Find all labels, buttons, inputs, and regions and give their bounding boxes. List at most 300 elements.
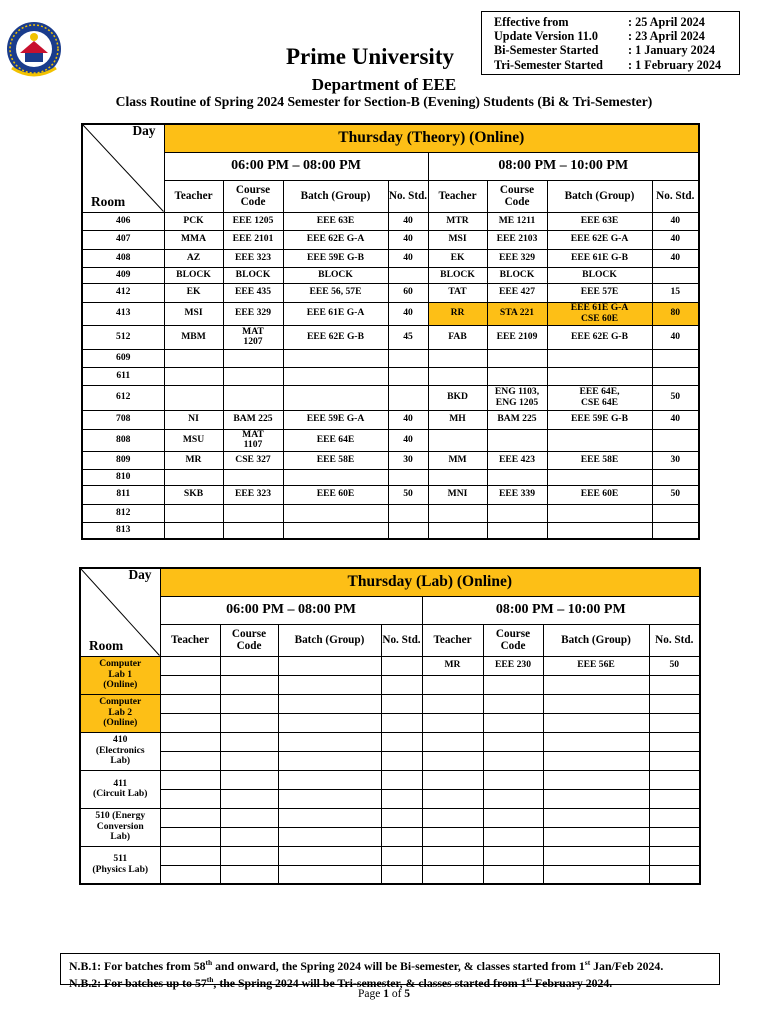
student-count-cell: 40 — [388, 212, 428, 230]
batch-cell — [278, 865, 381, 884]
room-cell: 812 — [82, 504, 164, 522]
room-cell: 808 — [82, 429, 164, 451]
col-batch-group: Batch (Group) — [547, 180, 652, 212]
batch-cell: EEE 59E G-B — [547, 410, 652, 429]
table-row — [80, 751, 700, 770]
teacher-cell: MBM — [164, 325, 223, 349]
teacher-cell: MSI — [428, 230, 487, 249]
course-code-cell — [220, 751, 278, 770]
table-row — [82, 349, 699, 367]
batch-cell: EEE 56E — [543, 656, 649, 675]
col-no-std: No. Std. — [381, 624, 422, 656]
student-count-cell — [388, 267, 428, 283]
batch-cell: BLOCK — [547, 267, 652, 283]
batch-cell — [543, 694, 649, 713]
batch-cell — [547, 367, 652, 385]
course-code-cell — [483, 808, 543, 827]
teacher-cell — [160, 846, 220, 865]
course-code-cell — [487, 469, 547, 485]
teacher-cell — [428, 469, 487, 485]
course-code-cell: EEE 323 — [223, 249, 283, 267]
table-row — [82, 212, 699, 230]
room-cell: 412 — [82, 283, 164, 302]
batch-cell — [278, 827, 381, 846]
course-code-cell — [220, 675, 278, 694]
batch-cell — [283, 469, 388, 485]
course-code-cell — [220, 713, 278, 732]
batch-cell — [543, 808, 649, 827]
batch-cell: EEE 62E G-B — [547, 325, 652, 349]
student-count-cell — [652, 367, 699, 385]
table-row — [82, 325, 699, 349]
lab-room-cell: Computer Lab 1 (Online) — [80, 656, 160, 694]
batch-cell: EEE 62E G-A — [283, 230, 388, 249]
course-code-cell: EEE 2101 — [223, 230, 283, 249]
teacher-cell: MM — [428, 451, 487, 469]
course-code-cell — [220, 808, 278, 827]
course-code-cell: MAT 1107 — [223, 429, 283, 451]
student-count-cell: 40 — [652, 325, 699, 349]
student-count-cell — [388, 349, 428, 367]
batch-cell: EEE 60E — [283, 485, 388, 504]
room-cell: 809 — [82, 451, 164, 469]
student-count-cell — [649, 789, 700, 808]
student-count-cell — [388, 385, 428, 410]
col-no-std: No. Std. — [652, 180, 699, 212]
table-row — [80, 675, 700, 694]
col-course-code: Course Code — [487, 180, 547, 212]
student-count-cell — [649, 713, 700, 732]
batch-cell: EEE 59E G-A — [283, 410, 388, 429]
course-code-cell — [483, 675, 543, 694]
batch-cell — [278, 675, 381, 694]
info-row: Update Version 11.0 : 23 April 2024 — [494, 29, 705, 44]
teacher-cell — [422, 675, 483, 694]
course-code-cell — [220, 827, 278, 846]
student-count-cell — [649, 827, 700, 846]
course-code-cell: EEE 427 — [487, 283, 547, 302]
student-count-cell — [381, 865, 422, 884]
batch-cell — [278, 732, 381, 751]
lab-title: Thursday (Lab) (Online) — [160, 568, 700, 596]
course-code-cell — [483, 713, 543, 732]
table-row — [82, 469, 699, 485]
table-row — [82, 485, 699, 504]
course-code-cell — [223, 349, 283, 367]
course-code-cell — [220, 865, 278, 884]
course-code-cell — [223, 367, 283, 385]
col-course-code: Course Code — [220, 624, 278, 656]
course-code-cell: MAT 1207 — [223, 325, 283, 349]
teacher-cell — [164, 522, 223, 539]
student-count-cell: 45 — [388, 325, 428, 349]
table-row — [80, 732, 700, 751]
batch-cell — [278, 846, 381, 865]
batch-cell: EEE 57E — [547, 283, 652, 302]
teacher-cell — [160, 827, 220, 846]
batch-cell: EEE 61E G-B — [547, 249, 652, 267]
lab-room-cell: 410 (Electronics Lab) — [80, 732, 160, 770]
batch-cell — [543, 713, 649, 732]
course-code-cell: EEE 230 — [483, 656, 543, 675]
student-count-cell: 40 — [652, 249, 699, 267]
student-count-cell: 40 — [388, 429, 428, 451]
teacher-cell — [160, 732, 220, 751]
student-count-cell: 40 — [652, 212, 699, 230]
course-code-cell — [483, 827, 543, 846]
course-code-cell: ENG 1103, ENG 1205 — [487, 385, 547, 410]
teacher-cell: SKB — [164, 485, 223, 504]
room-cell: 810 — [82, 469, 164, 485]
student-count-cell — [649, 846, 700, 865]
col-teacher: Teacher — [428, 180, 487, 212]
student-count-cell — [381, 770, 422, 789]
col-batch-group: Batch (Group) — [543, 624, 649, 656]
teacher-cell — [422, 846, 483, 865]
student-count-cell — [381, 713, 422, 732]
student-count-cell — [652, 469, 699, 485]
slot-2-time: 08:00 PM – 10:00 PM — [428, 152, 699, 180]
table-row — [80, 770, 700, 789]
teacher-cell: MH — [428, 410, 487, 429]
batch-cell: EEE 59E G-B — [283, 249, 388, 267]
course-code-cell — [483, 751, 543, 770]
table-row — [80, 656, 700, 675]
student-count-cell — [388, 504, 428, 522]
teacher-cell — [422, 789, 483, 808]
teacher-cell — [422, 770, 483, 789]
col-course-code: Course Code — [223, 180, 283, 212]
course-code-cell: STA 221 — [487, 302, 547, 325]
teacher-cell: FAB — [428, 325, 487, 349]
note-1: N.B.1: For batches from 58th and onward, the Spring 2024 will be Bi-semester, & classes started from 1st Jan/Feb 2024. — [69, 958, 664, 973]
room-cell: 512 — [82, 325, 164, 349]
teacher-cell — [160, 675, 220, 694]
course-code-cell: EEE 2103 — [487, 230, 547, 249]
teacher-cell — [422, 732, 483, 751]
teacher-cell: MTR — [428, 212, 487, 230]
teacher-cell — [422, 808, 483, 827]
course-code-cell: EEE 2109 — [487, 325, 547, 349]
teacher-cell — [428, 522, 487, 539]
student-count-cell — [381, 789, 422, 808]
batch-cell — [278, 789, 381, 808]
course-code-cell — [483, 846, 543, 865]
teacher-cell: MSU — [164, 429, 223, 451]
batch-cell — [283, 504, 388, 522]
col-batch-group: Batch (Group) — [278, 624, 381, 656]
course-code-cell: EEE 329 — [223, 302, 283, 325]
course-code-cell: EEE 339 — [487, 485, 547, 504]
student-count-cell — [652, 504, 699, 522]
batch-cell — [547, 504, 652, 522]
teacher-cell: MMA — [164, 230, 223, 249]
student-count-cell: 30 — [652, 451, 699, 469]
table-row — [82, 367, 699, 385]
teacher-cell — [164, 349, 223, 367]
teacher-cell: MNI — [428, 485, 487, 504]
lab-room-cell: 411 (Circuit Lab) — [80, 770, 160, 808]
teacher-cell — [160, 789, 220, 808]
teacher-cell — [160, 865, 220, 884]
lab-room-cell: 510 (Energy Conversion Lab) — [80, 808, 160, 846]
course-code-cell — [220, 656, 278, 675]
student-count-cell — [652, 429, 699, 451]
table-row — [80, 808, 700, 827]
batch-cell: EEE 63E — [547, 212, 652, 230]
table-row — [82, 267, 699, 283]
day-room-header-cell — [80, 568, 160, 656]
teacher-cell — [160, 751, 220, 770]
batch-cell: EEE 62E G-A — [547, 230, 652, 249]
course-code-cell — [220, 694, 278, 713]
student-count-cell — [649, 732, 700, 751]
batch-cell: EEE 61E G-A CSE 60E — [547, 302, 652, 325]
student-count-cell — [381, 808, 422, 827]
batch-cell — [547, 469, 652, 485]
university-name: Prime University — [286, 44, 454, 69]
room-label: Room — [89, 638, 124, 653]
room-cell: 811 — [82, 485, 164, 504]
course-code-cell — [487, 349, 547, 367]
course-code-cell — [223, 522, 283, 539]
day-room-header-cell — [82, 124, 164, 212]
batch-cell — [547, 429, 652, 451]
teacher-cell — [422, 865, 483, 884]
table-row — [80, 846, 700, 865]
student-count-cell: 40 — [388, 302, 428, 325]
lab-room-cell: Computer Lab 2 (Online) — [80, 694, 160, 732]
student-count-cell: 15 — [652, 283, 699, 302]
course-code-cell — [483, 770, 543, 789]
student-count-cell — [388, 522, 428, 539]
col-teacher: Teacher — [422, 624, 483, 656]
course-code-cell: EEE 329 — [487, 249, 547, 267]
teacher-cell — [428, 504, 487, 522]
course-code-cell: CSE 327 — [223, 451, 283, 469]
col-course-code: Course Code — [483, 624, 543, 656]
student-count-cell: 40 — [388, 249, 428, 267]
student-count-cell — [381, 675, 422, 694]
col-no-std: No. Std. — [388, 180, 428, 212]
table-row — [80, 827, 700, 846]
student-count-cell — [381, 732, 422, 751]
note-2: N.B.2: For batches up to 57th, the Spring 2024 will be Tri-semester, & classes started from 1st February 2024. — [69, 974, 613, 990]
table-row — [82, 249, 699, 267]
col-teacher: Teacher — [164, 180, 223, 212]
student-count-cell: 30 — [388, 451, 428, 469]
batch-cell — [278, 694, 381, 713]
student-count-cell — [649, 808, 700, 827]
teacher-cell — [422, 827, 483, 846]
day-label: Day — [132, 124, 156, 138]
teacher-cell: PCK — [164, 212, 223, 230]
batch-cell: EEE 60E — [547, 485, 652, 504]
student-count-cell — [381, 827, 422, 846]
table-row — [82, 451, 699, 469]
lab-routine-table — [79, 567, 701, 885]
course-code-cell: EEE 435 — [223, 283, 283, 302]
course-code-cell — [220, 789, 278, 808]
student-count-cell — [652, 522, 699, 539]
teacher-cell — [428, 349, 487, 367]
col-no-std: No. Std. — [649, 624, 700, 656]
batch-cell — [278, 713, 381, 732]
student-count-cell — [649, 770, 700, 789]
table-row — [82, 429, 699, 451]
course-code-cell: BAM 225 — [223, 410, 283, 429]
student-count-cell: 50 — [649, 656, 700, 675]
room-cell: 611 — [82, 367, 164, 385]
col-teacher: Teacher — [160, 624, 220, 656]
notes-box — [60, 953, 720, 990]
student-count-cell — [388, 367, 428, 385]
student-count-cell: 50 — [652, 385, 699, 410]
student-count-cell — [652, 267, 699, 283]
slot-1-time: 06:00 PM – 08:00 PM — [160, 596, 422, 624]
student-count-cell — [649, 675, 700, 694]
theory-title: Thursday (Theory) (Online) — [164, 124, 699, 152]
student-count-cell: 40 — [388, 410, 428, 429]
batch-cell — [543, 751, 649, 770]
teacher-cell: BKD — [428, 385, 487, 410]
student-count-cell — [388, 469, 428, 485]
course-code-cell — [223, 504, 283, 522]
batch-cell — [547, 349, 652, 367]
table-row — [82, 522, 699, 539]
info-row: Bi-Semester Started : 1 January 2024 — [494, 43, 716, 58]
batch-cell — [543, 865, 649, 884]
student-count-cell: 50 — [388, 485, 428, 504]
room-cell: 413 — [82, 302, 164, 325]
teacher-cell — [428, 429, 487, 451]
table-row — [80, 789, 700, 808]
course-code-cell — [223, 385, 283, 410]
teacher-cell: RR — [428, 302, 487, 325]
room-cell: 609 — [82, 349, 164, 367]
room-cell: 406 — [82, 212, 164, 230]
batch-cell: EEE 62E G-B — [283, 325, 388, 349]
batch-cell — [543, 732, 649, 751]
teacher-cell — [160, 770, 220, 789]
teacher-cell: NI — [164, 410, 223, 429]
course-code-cell — [220, 770, 278, 789]
batch-cell: EEE 63E — [283, 212, 388, 230]
info-row: Tri-Semester Started : 1 February 2024 — [494, 57, 722, 72]
room-cell: 408 — [82, 249, 164, 267]
course-code-cell — [483, 694, 543, 713]
course-code-cell — [483, 789, 543, 808]
batch-cell: EEE 58E — [547, 451, 652, 469]
table-row — [82, 230, 699, 249]
student-count-cell — [649, 865, 700, 884]
teacher-cell: MR — [164, 451, 223, 469]
teacher-cell — [422, 713, 483, 732]
day-label: Day — [128, 568, 152, 582]
teacher-cell: BLOCK — [428, 267, 487, 283]
teacher-cell — [422, 694, 483, 713]
table-row — [80, 865, 700, 884]
student-count-cell — [381, 656, 422, 675]
batch-cell — [283, 349, 388, 367]
room-cell: 409 — [82, 267, 164, 283]
course-code-cell: BAM 225 — [487, 410, 547, 429]
batch-cell — [278, 656, 381, 675]
slot-1-time: 06:00 PM – 08:00 PM — [164, 152, 428, 180]
batch-cell — [278, 770, 381, 789]
teacher-cell — [164, 504, 223, 522]
course-code-cell — [483, 865, 543, 884]
teacher-cell — [428, 367, 487, 385]
teacher-cell — [160, 694, 220, 713]
room-cell: 708 — [82, 410, 164, 429]
room-cell: 612 — [82, 385, 164, 410]
teacher-cell — [164, 469, 223, 485]
batch-cell — [283, 522, 388, 539]
routine-subtitle: Class Routine of Spring 2024 Semester for Section-B (Evening) Students (Bi & Tri-Semester) — [115, 94, 653, 109]
teacher-cell: MR — [422, 656, 483, 675]
room-cell: 813 — [82, 522, 164, 539]
batch-cell — [278, 751, 381, 770]
room-cell: 407 — [82, 230, 164, 249]
course-code-cell: BLOCK — [487, 267, 547, 283]
batch-cell — [543, 789, 649, 808]
batch-cell — [278, 808, 381, 827]
teacher-cell — [160, 808, 220, 827]
batch-cell — [547, 522, 652, 539]
teacher-cell: EK — [428, 249, 487, 267]
teacher-cell: BLOCK — [164, 267, 223, 283]
table-row — [82, 504, 699, 522]
table-row — [80, 713, 700, 732]
teacher-cell: EK — [164, 283, 223, 302]
course-code-cell: EEE 323 — [223, 485, 283, 504]
table-row — [82, 410, 699, 429]
student-count-cell — [649, 751, 700, 770]
lab-room-cell: 511 (Physics Lab) — [80, 846, 160, 884]
student-count-cell: 40 — [388, 230, 428, 249]
student-count-cell — [381, 694, 422, 713]
course-code-cell — [487, 504, 547, 522]
teacher-cell — [160, 656, 220, 675]
course-code-cell — [220, 846, 278, 865]
room-label: Room — [91, 194, 126, 209]
student-count-cell — [381, 751, 422, 770]
student-count-cell: 40 — [652, 410, 699, 429]
batch-cell: EEE 56, 57E — [283, 283, 388, 302]
batch-cell: EEE 64E — [283, 429, 388, 451]
course-code-cell: EEE 423 — [487, 451, 547, 469]
theory-routine-table — [81, 123, 700, 540]
batch-cell — [543, 846, 649, 865]
table-row — [82, 283, 699, 302]
batch-cell — [543, 827, 649, 846]
student-count-cell — [381, 846, 422, 865]
batch-cell: EEE 58E — [283, 451, 388, 469]
department-name: Department of EEE — [311, 75, 457, 94]
batch-cell: BLOCK — [283, 267, 388, 283]
course-code-cell — [223, 469, 283, 485]
teacher-cell: AZ — [164, 249, 223, 267]
batch-cell: EEE 61E G-A — [283, 302, 388, 325]
teacher-cell — [164, 385, 223, 410]
course-code-cell — [487, 367, 547, 385]
student-count-cell: 60 — [388, 283, 428, 302]
teacher-cell — [160, 713, 220, 732]
course-code-cell — [487, 522, 547, 539]
student-count-cell: 40 — [652, 230, 699, 249]
teacher-cell: TAT — [428, 283, 487, 302]
